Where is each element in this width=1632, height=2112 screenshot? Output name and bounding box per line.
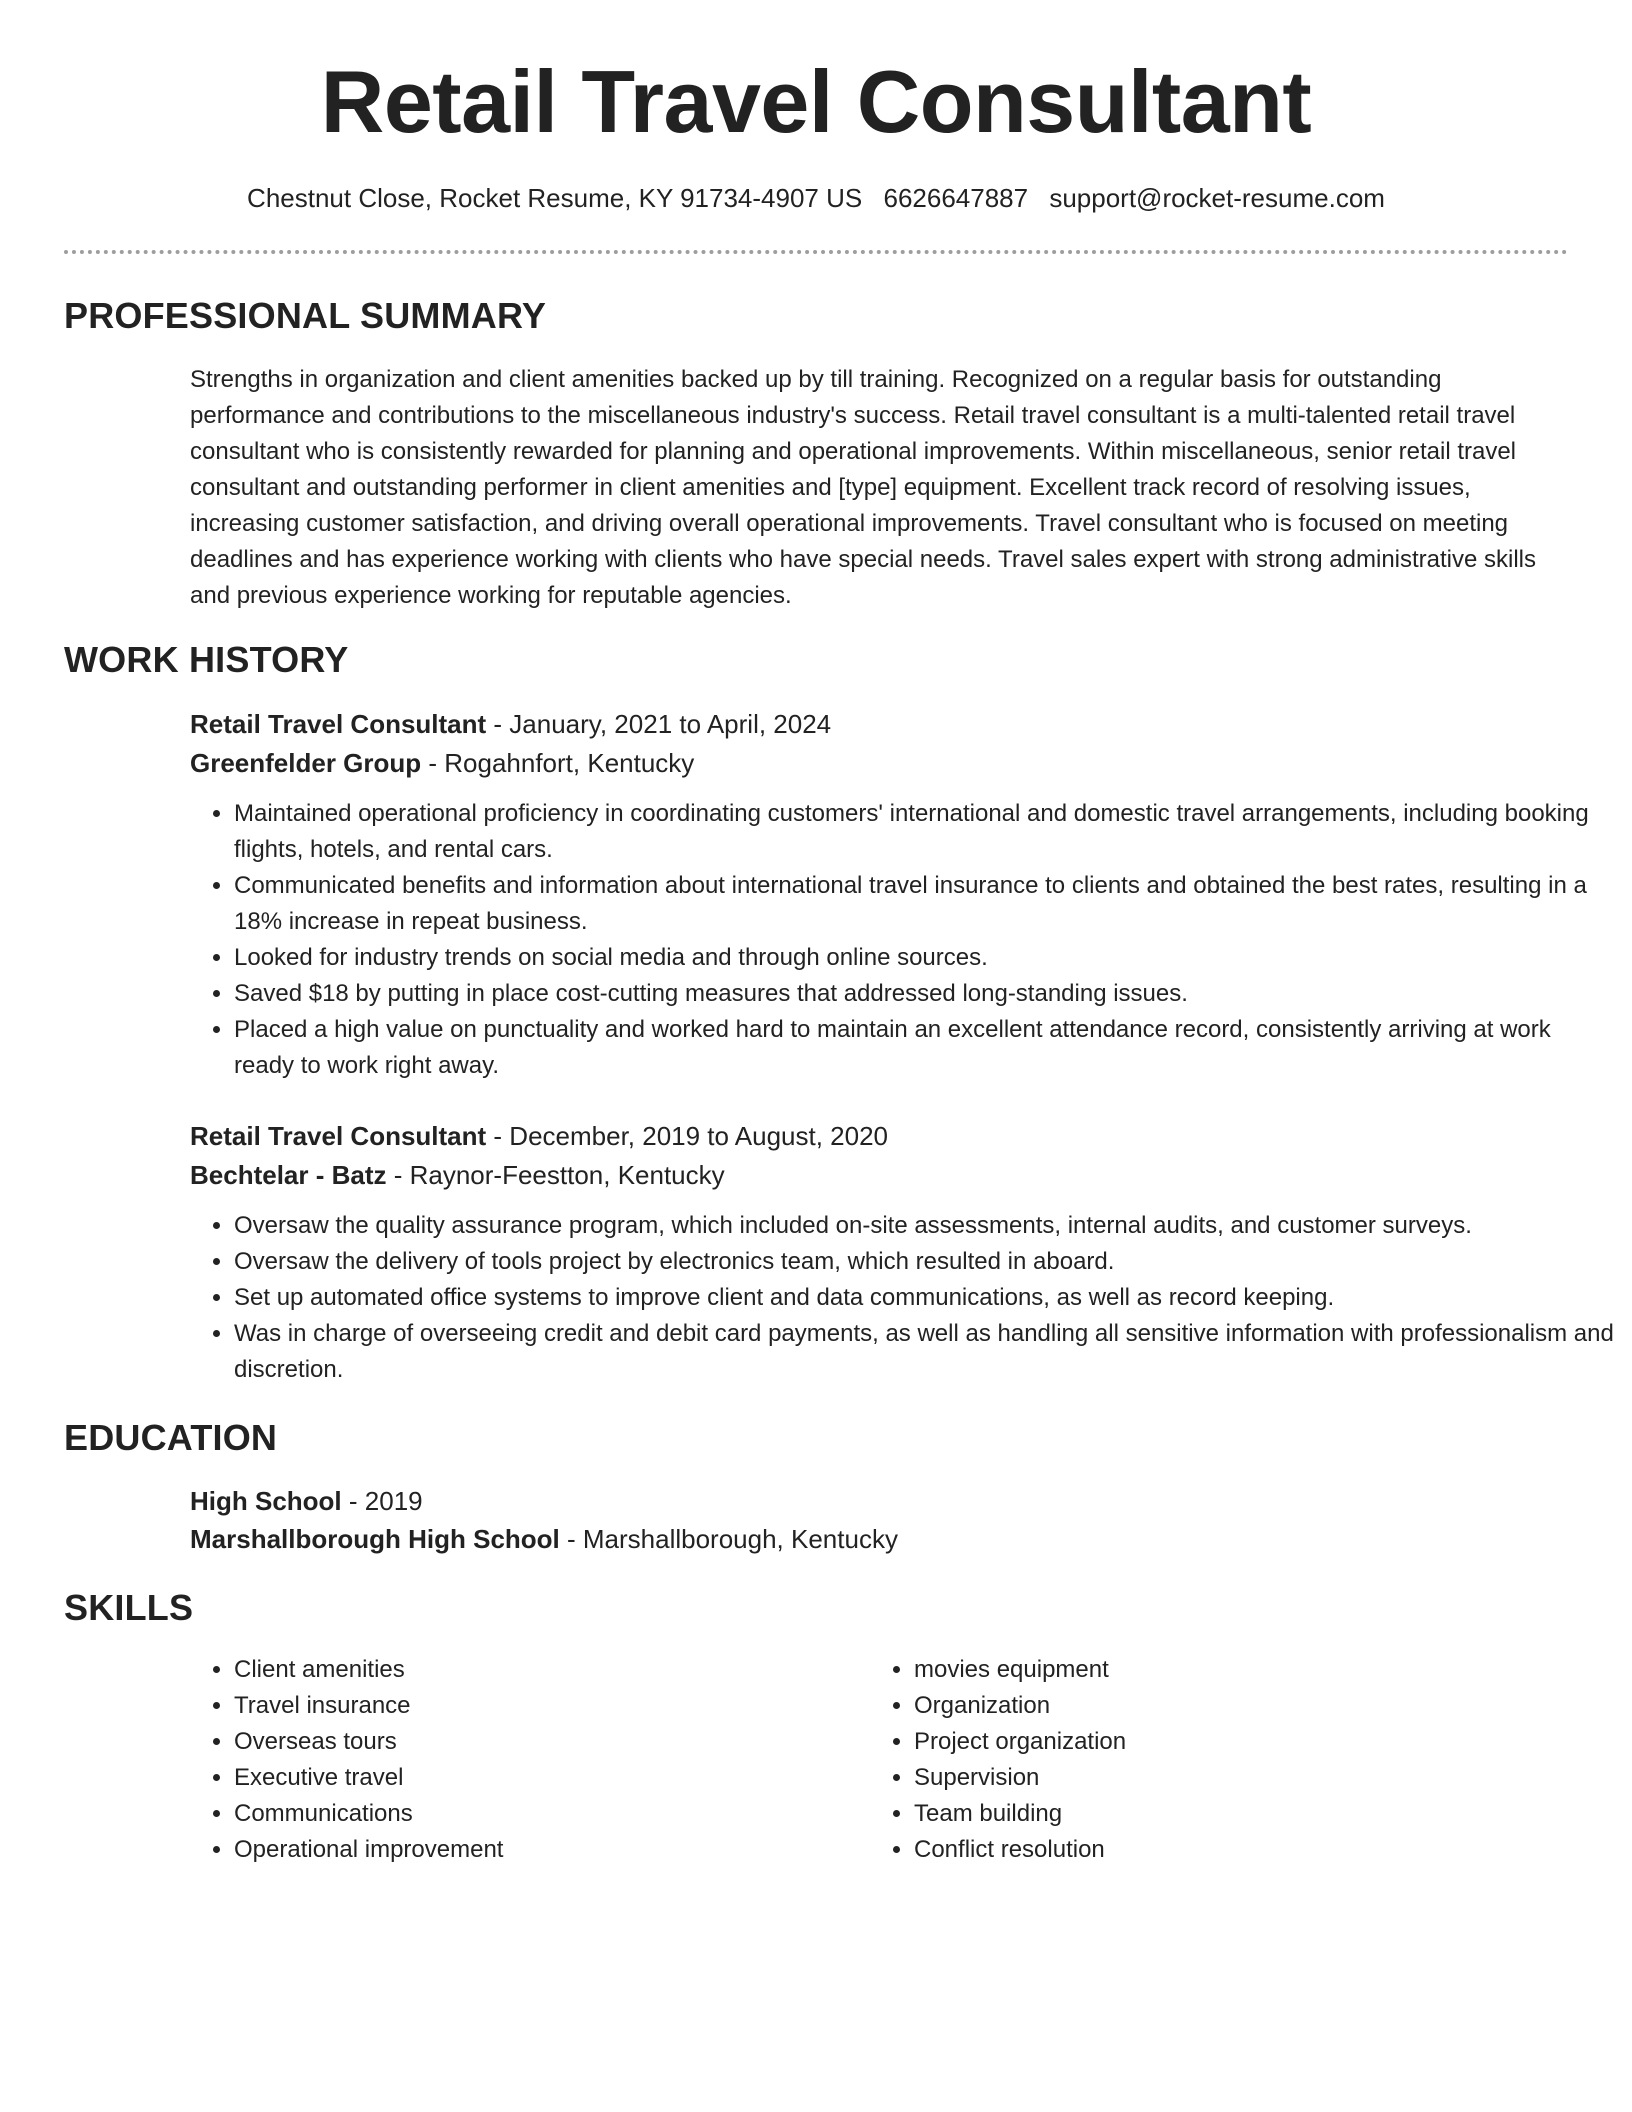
skill-item: • Executive travel xyxy=(234,1760,834,1796)
skill-item: • Supervision xyxy=(914,1760,1514,1796)
education-degree: High School xyxy=(190,1486,342,1516)
contact-email: support@rocket-resume.com xyxy=(1049,183,1385,213)
job-1-title-line xyxy=(190,706,831,742)
skills-right-column xyxy=(870,1652,1514,1868)
skill-item: • Communications xyxy=(234,1796,834,1832)
education-school-line xyxy=(190,1521,898,1557)
skill-item: • Organization xyxy=(914,1688,1514,1724)
header-divider xyxy=(64,250,1568,254)
list-item: • Looked for industry trends on social media and through online sources. xyxy=(234,940,1614,976)
job-1-role: Retail Travel Consultant xyxy=(190,709,487,739)
summary-heading: PROFESSIONAL SUMMARY xyxy=(64,295,547,336)
skill-item: • Project organization xyxy=(914,1724,1514,1760)
skill-item: • Conflict resolution xyxy=(914,1832,1514,1868)
candidate-name: Retail Travel Consultant xyxy=(320,52,1312,151)
education-degree-line xyxy=(190,1483,423,1519)
education-school: Marshallborough High School xyxy=(190,1524,560,1554)
skill-item: • Operational improvement xyxy=(234,1832,834,1868)
job-2-company-line xyxy=(190,1157,725,1193)
job-2-role: Retail Travel Consultant xyxy=(190,1121,487,1151)
list-item: • Placed a high value on punctuality and worked hard to maintain an excellent attendance record, consistently arriving at work ready to work right away. xyxy=(234,1012,1614,1084)
summary-text: Strengths in organization and client amenities backed up by till training. Recognized on a regular basis for outstanding performance and contributions to the miscellaneous industry's success. Retail travel consultant is a multi-talented retail travel consultant who is consistently rewarded for planning and operational improvements. Within miscellaneous, senior retail travel consultant and outstanding performer in client amenities and [type] equipment. Excellent track record of resolving issues, increasing customer satisfaction, and driving overall operational improvements. Travel consultant who is focused on meeting deadlines and has experience working with clients who have special needs. Travel sales expert with strong administrative skills and previous experience working for reputable agencies. xyxy=(190,366,1537,609)
contact-phone: 6626647887 xyxy=(883,183,1029,213)
skill-item: • Travel insurance xyxy=(234,1688,834,1724)
skill-item: • Overseas tours xyxy=(234,1724,834,1760)
work-history-heading: WORK HISTORY xyxy=(64,639,349,680)
job-2-location: - Raynor-Feestton, Kentucky xyxy=(386,1160,725,1190)
education-heading: EDUCATION xyxy=(64,1417,278,1458)
job-2-title-line xyxy=(190,1118,888,1154)
contact-line xyxy=(0,180,1632,216)
list-item: • Oversaw the quality assurance program, which included on-site assessments, internal audits, and customer surveys. xyxy=(234,1208,1614,1244)
skill-item: • Client amenities xyxy=(234,1652,834,1688)
skill-item: • movies equipment xyxy=(914,1652,1514,1688)
skill-item: • Team building xyxy=(914,1796,1514,1832)
list-item: • Was in charge of overseeing credit and debit card payments, as well as handling all sensitive information with professionalism and discretion. xyxy=(234,1316,1614,1388)
job-1-location: - Rogahnfort, Kentucky xyxy=(421,748,695,778)
skills-heading: SKILLS xyxy=(64,1587,194,1628)
job-1-bullets xyxy=(190,796,1614,1084)
skills-left-column xyxy=(190,1652,834,1868)
list-item: • Oversaw the delivery of tools project by electronics team, which resulted in aboard. xyxy=(234,1244,1614,1280)
job-2-bullets xyxy=(190,1208,1614,1388)
list-item: • Saved $18 by putting in place cost-cutting measures that addressed long-standing issues. xyxy=(234,976,1614,1012)
job-1-company: Greenfelder Group xyxy=(190,748,422,778)
list-item: • Maintained operational proficiency in coordinating customers' international and domestic travel arrangements, including booking flights, hotels, and rental cars. xyxy=(234,796,1614,868)
education-year: - 2019 xyxy=(341,1486,423,1516)
education-location: - Marshallborough, Kentucky xyxy=(559,1524,898,1554)
list-item: • Set up automated office systems to improve client and data communications, as well as record keeping. xyxy=(234,1280,1614,1316)
job-1-dates: - January, 2021 to April, 2024 xyxy=(486,709,832,739)
job-1-company-line xyxy=(190,745,694,781)
job-2-dates: - December, 2019 to August, 2020 xyxy=(486,1121,889,1151)
contact-address: Chestnut Close, Rocket Resume, KY 91734-4907 US xyxy=(247,183,863,213)
list-item: • Communicated benefits and information about international travel insurance to clients and obtained the best rates, resulting in a 18% increase in repeat business. xyxy=(234,868,1614,940)
job-2-company: Bechtelar - Batz xyxy=(190,1160,387,1190)
